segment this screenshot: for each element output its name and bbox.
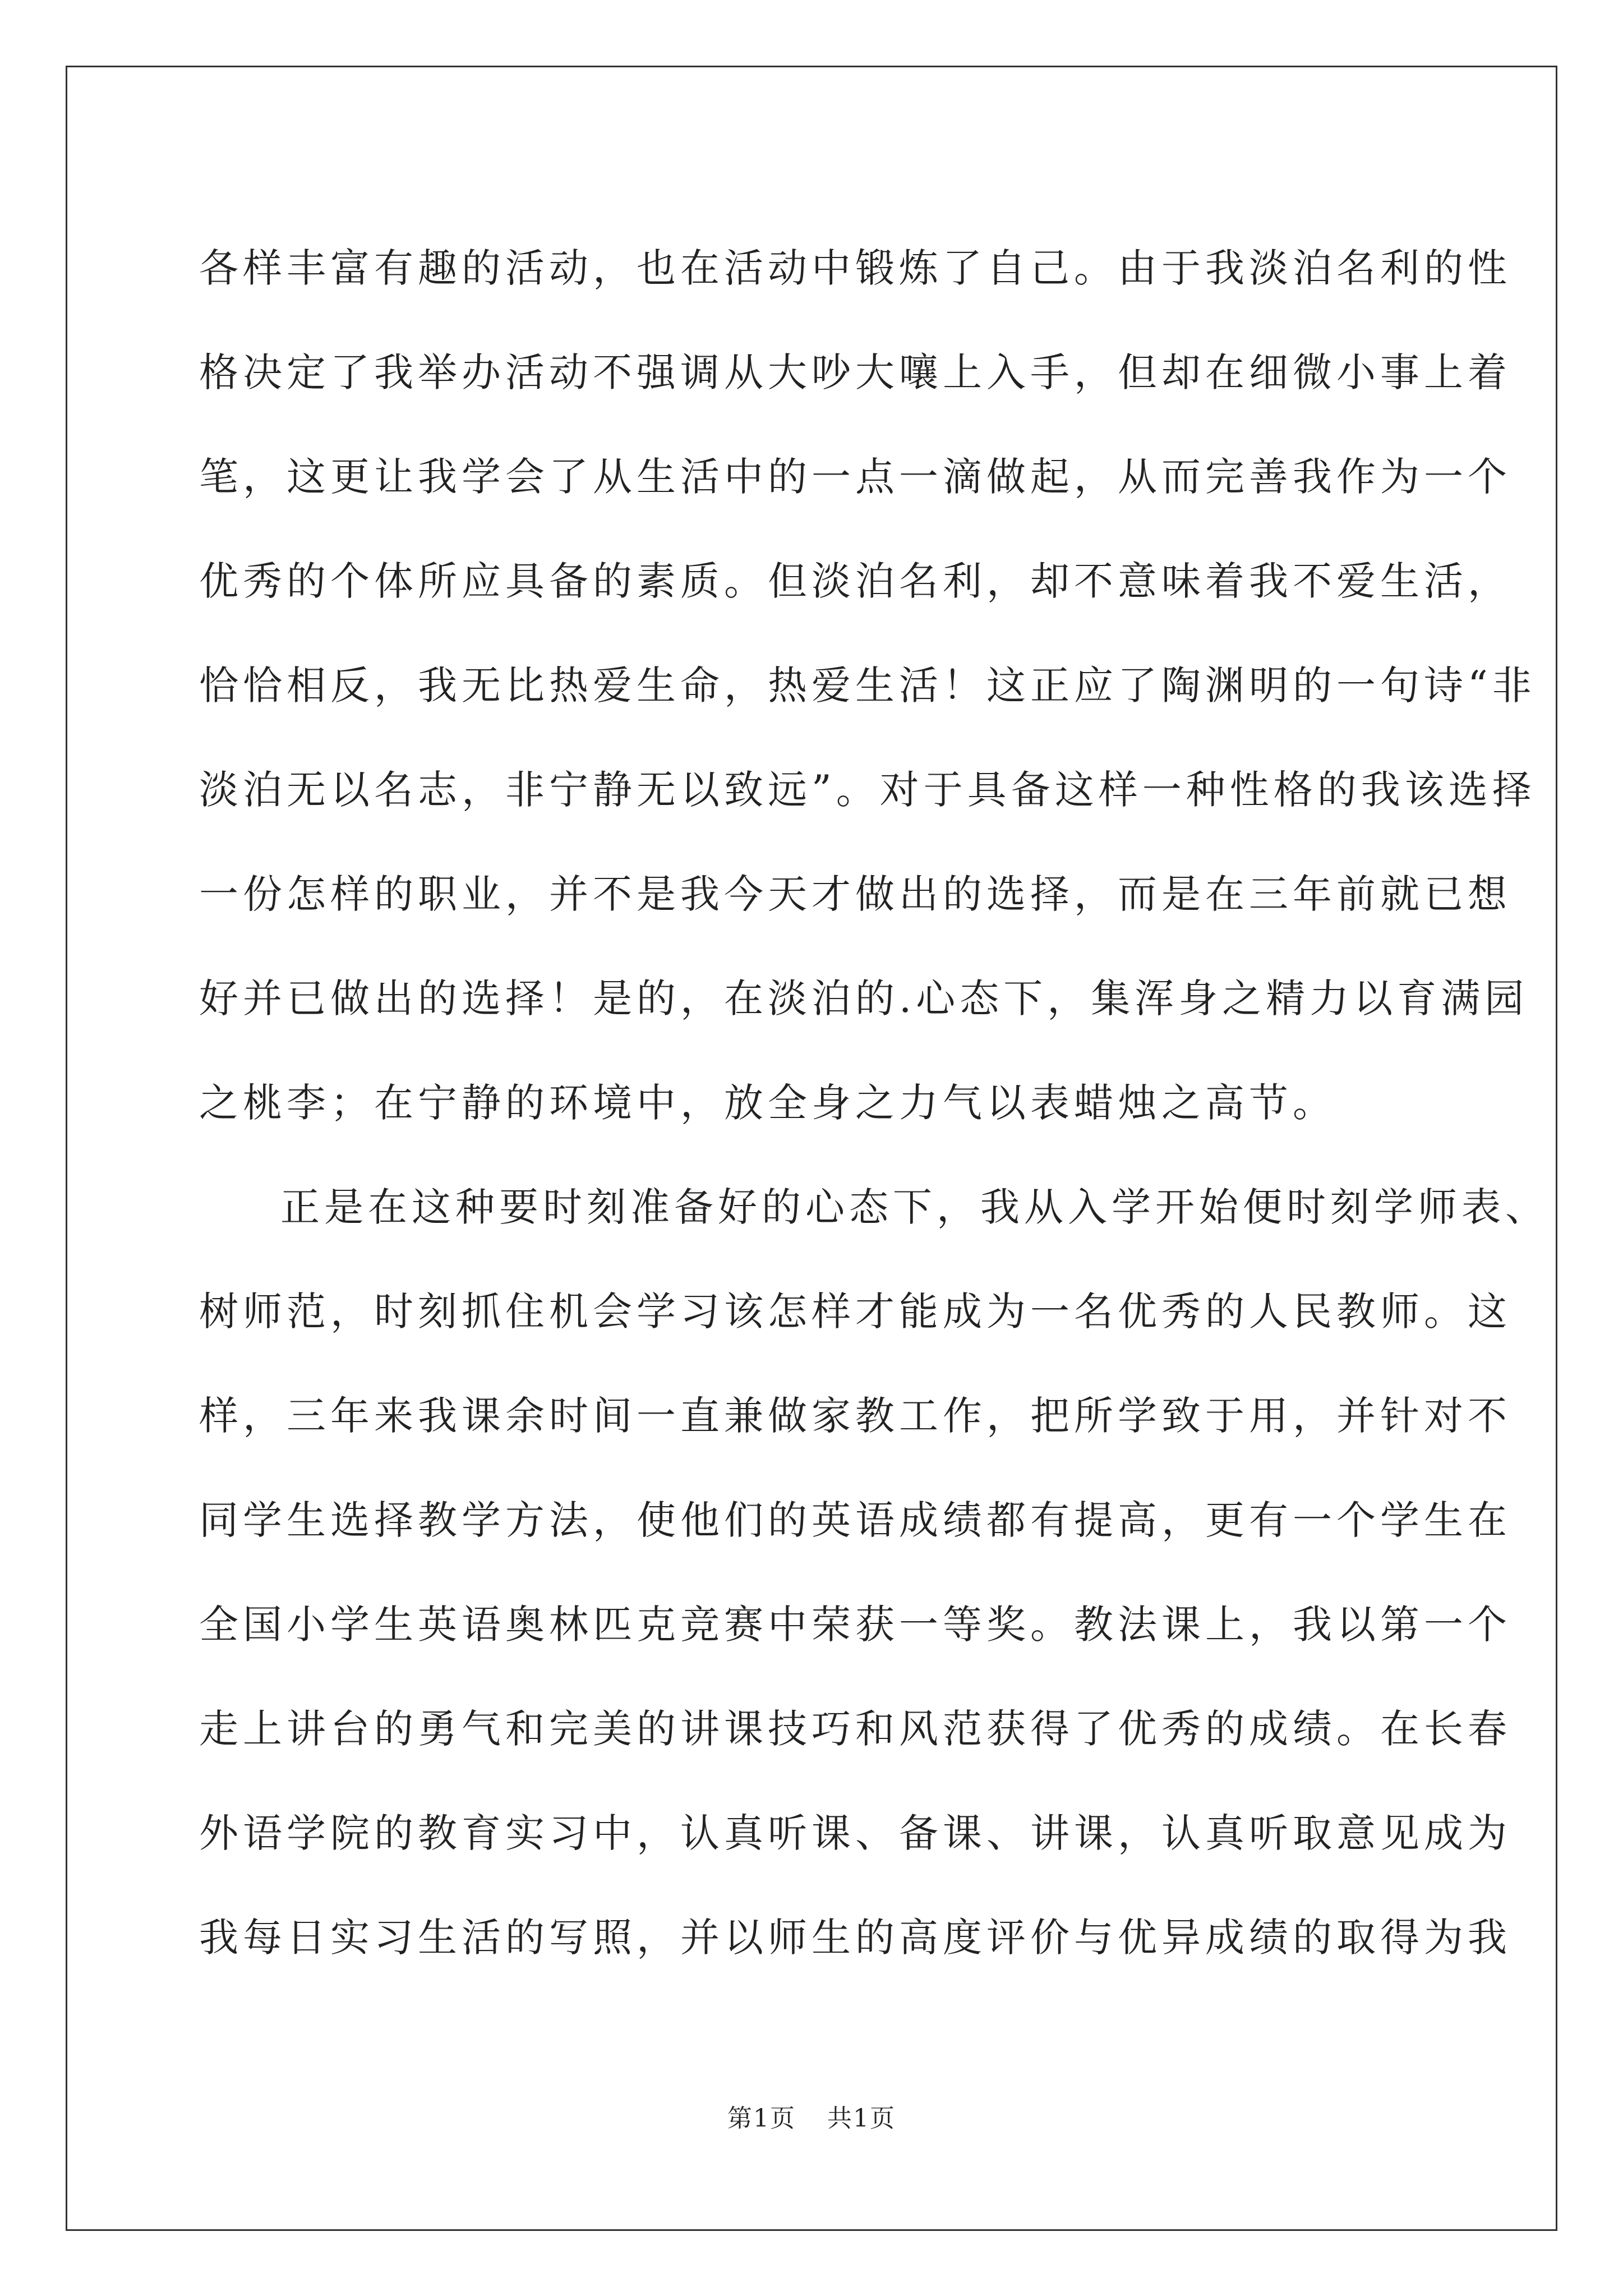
text-line: 走上讲台的勇气和完美的讲课技巧和风范获得了优秀的成绩。在长春 xyxy=(199,1706,1511,1752)
text-line: 之桃李；在宁静的环境中，放全身之力气以表蜡烛之高节。 xyxy=(199,1080,1336,1126)
page-number: 第1页 xyxy=(727,2104,796,2133)
text-line: 我每日实习生活的写照，并以师生的高度评价与优异成绩的取得为我 xyxy=(199,1915,1511,1961)
text-line: 笔，这更让我学会了从生活中的一点一滴做起，从而完善我作为一个 xyxy=(199,454,1511,500)
page-total: 共1页 xyxy=(827,2104,896,2133)
text-line: 各样丰富有趣的活动，也在活动中锻炼了自己。由于我淡泊名利的性 xyxy=(199,245,1511,291)
page-footer xyxy=(0,2098,1623,2134)
text-line: 好并已做出的选择！是的，在淡泊的.心态下，集浑身之精力以育满园 xyxy=(199,976,1529,1022)
text-line: 优秀的个体所应具备的素质。但淡泊名利，却不意味着我不爱生活， xyxy=(199,558,1511,604)
text-line: 全国小学生英语奥林匹克竞赛中荣获一等奖。教法课上，我以第一个 xyxy=(199,1602,1511,1648)
text-line: 一份怎样的职业，并不是我今天才做出的选择，而是在三年前就已想 xyxy=(199,871,1511,917)
paragraph-start-line: 正是在这种要时刻准备好的心态下，我从入学开始便时刻学师表、 xyxy=(280,1184,1549,1230)
text-line: 树师范，时刻抓住机会学习该怎样才能成为一名优秀的人民教师。这 xyxy=(199,1289,1511,1335)
text-line: 同学生选择教学方法，使他们的英语成绩都有提高，更有一个学生在 xyxy=(199,1497,1511,1543)
text-line: 格决定了我举办活动不强调从大吵大嚷上入手，但却在细微小事上着 xyxy=(199,349,1511,395)
text-line: 外语学院的教育实习中，认真听课、备课、讲课，认真听取意见成为 xyxy=(199,1810,1511,1856)
text-line: 样，三年来我课余时间一直兼做家教工作，把所学致于用，并针对不 xyxy=(199,1393,1511,1439)
text-line: 恰恰相反，我无比热爱生命，热爱生活！这正应了陶渊明的一句诗“非 xyxy=(199,662,1536,708)
text-line: 淡泊无以名志，非宁静无以致远”。对于具备这样一种性格的我该选择 xyxy=(199,767,1536,813)
document-body xyxy=(199,216,1549,1990)
